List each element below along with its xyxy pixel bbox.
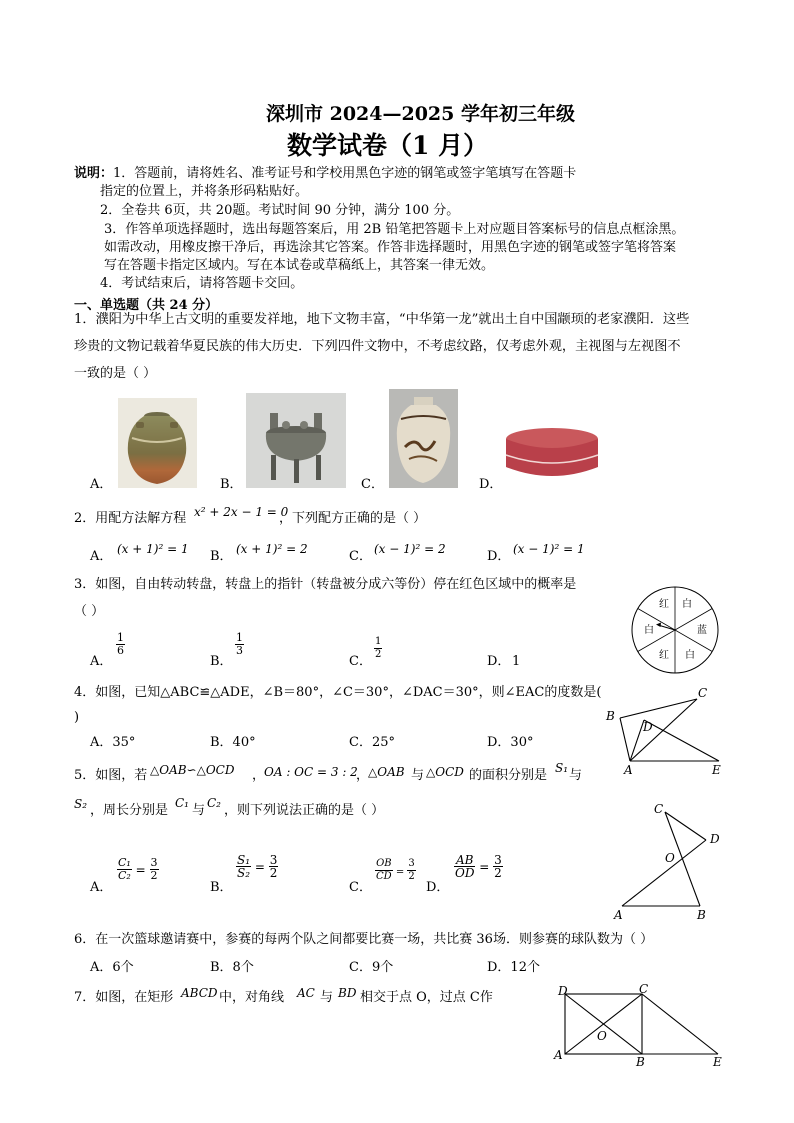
q5-stem: 与 bbox=[411, 768, 425, 783]
q5-stem: 5．如图，若 bbox=[74, 768, 148, 783]
q4-option-d[interactable]: D．30° bbox=[487, 735, 534, 750]
q3-option-d-value: 1 bbox=[512, 654, 521, 669]
spinner-label: 红 bbox=[659, 650, 669, 661]
q2-option-c-label[interactable]: C． bbox=[349, 549, 372, 564]
triangles-figure bbox=[600, 683, 730, 775]
q3-line: 3．如图，自由转动转盘，转盘上的指针（转盘被分成六等份）停在红色区域中的概率是 bbox=[74, 577, 577, 592]
spinner-label: 红 bbox=[659, 599, 669, 610]
q7-math: ABCD bbox=[181, 986, 218, 1000]
q5-stem: 与 bbox=[192, 803, 206, 818]
q7-stem: 中，对角线 bbox=[219, 990, 285, 1005]
rectangle-figure bbox=[550, 982, 728, 1070]
point-label: O bbox=[665, 851, 675, 865]
q4-option-b[interactable]: B．40° bbox=[210, 735, 256, 750]
spinner-label: 白 bbox=[685, 650, 695, 661]
q5-math: △OAB∽△OCD bbox=[150, 763, 235, 777]
instruction-line: 1．答题前，请将姓名、准考证号和学校用黑色字迹的钢笔或签字笔填写在答题卡 bbox=[113, 166, 577, 181]
q3-option-a-label[interactable]: A． bbox=[90, 654, 113, 669]
q3-option-b-label[interactable]: B． bbox=[210, 654, 233, 669]
q6-option-c[interactable]: C．9个 bbox=[349, 960, 394, 975]
q5-option-a-label[interactable]: A． bbox=[90, 880, 113, 895]
q5-math: S₂ bbox=[74, 797, 88, 811]
tall-jar-photo bbox=[389, 389, 458, 488]
q6-stem: 6．在一次篮球邀请赛中，参赛的每两个队之间都要比赛一场，共比赛 36场．则参赛的球队数为（ ） bbox=[74, 932, 654, 947]
point-label: E bbox=[712, 763, 721, 775]
q5-math: △OAB bbox=[368, 765, 405, 779]
q7-stem: 7．如图，在矩形 bbox=[74, 990, 174, 1005]
q5-math: △OCD bbox=[426, 765, 464, 779]
point-label: C bbox=[639, 982, 649, 996]
red-box-photo bbox=[502, 423, 603, 488]
similar-triangles-figure bbox=[608, 798, 728, 924]
spinner-label: 蓝 bbox=[697, 625, 707, 636]
q4-line: 4．如图，已知△ABC≌△ADE，∠B＝80°，∠C＝30°，∠DAC＝30°，则∠EAC的度数是( bbox=[74, 685, 602, 700]
q2-option-a-label[interactable]: A． bbox=[90, 549, 113, 564]
title-line2: 数学试卷（1 月） bbox=[287, 131, 489, 160]
q2-option-b-label[interactable]: B． bbox=[210, 549, 233, 564]
q5-math: C₁ bbox=[175, 796, 189, 810]
q2-option-b-expr: (x + 1)² = 2 bbox=[236, 542, 308, 556]
q5-option-a-expr: $\frac{\text{C₁}}{\text{C₂}}$ = $\frac{3}{2}$ bbox=[118, 856, 158, 882]
point-label: B bbox=[697, 908, 706, 922]
q5-option-d-expr: $\frac{AB}{OD}$ = $\frac{3}{2}$ bbox=[455, 853, 502, 880]
q3-option-c-fraction: $\frac{1}{2}$ bbox=[375, 636, 382, 660]
tripod-vessel-photo bbox=[246, 393, 346, 488]
point-label: B bbox=[636, 1055, 645, 1069]
point-label: B bbox=[606, 709, 615, 723]
q6-option-d[interactable]: D．12个 bbox=[487, 960, 540, 975]
q1-line: 一致的是（ ） bbox=[74, 366, 157, 381]
q7-stem: 相交于点 O，过点 C作 bbox=[360, 990, 493, 1005]
q1-line: 1．濮阳为中华上古文明的重要发祥地，地下文物丰富，“中华第一龙”就出土自中国颛顼的老家濮阳．这些 bbox=[74, 312, 690, 327]
q2-option-d-label[interactable]: D． bbox=[487, 549, 511, 564]
q7-math: BD bbox=[338, 986, 357, 1000]
q3-option-c-label[interactable]: C． bbox=[349, 654, 372, 669]
q2-option-c-expr: (x − 1)² = 2 bbox=[374, 542, 446, 556]
q5-option-c-label[interactable]: C． bbox=[349, 880, 372, 895]
q5-stem: ， bbox=[356, 768, 370, 783]
spinner-label: 白 bbox=[644, 625, 654, 636]
q2-option-a-expr: (x + 1)² = 1 bbox=[117, 542, 189, 556]
q1-option-a[interactable]: A． bbox=[90, 477, 113, 492]
instruction-line: 指定的位置上，并将条形码粘贴好。 bbox=[100, 184, 309, 199]
q1-option-d[interactable]: D． bbox=[479, 477, 503, 492]
point-label: A bbox=[554, 1048, 563, 1062]
q1-line: 珍贵的文物记载着华夏民族的伟大历史．下列四件文物中，不考虑纹路，仅考虑外观，主视图与左视图不 bbox=[74, 339, 681, 354]
instruction-line: 如需改动，用橡皮擦干净后，再选涂其它答案。作答非选择题时，用黑色字迹的钢笔或签字笔将答案 bbox=[104, 240, 677, 255]
q5-option-b-label[interactable]: B． bbox=[210, 880, 233, 895]
point-label: C bbox=[654, 802, 664, 816]
q2-equation: x² + 2x − 1 = 0 bbox=[194, 505, 289, 519]
q4-line: ) bbox=[74, 710, 80, 725]
point-label: D bbox=[710, 832, 720, 846]
q5-math: C₂ bbox=[207, 796, 221, 810]
point-label: A bbox=[624, 763, 633, 775]
instruction-line: 4．考试结束后，请将答题卡交回。 bbox=[100, 276, 304, 291]
point-label: D bbox=[643, 720, 653, 734]
q2-stem: 2．用配方法解方程 bbox=[74, 511, 187, 526]
q5-math: OA : OC = 3 : 2 bbox=[264, 765, 358, 779]
q1-option-b[interactable]: B． bbox=[220, 477, 243, 492]
q1-option-c[interactable]: C． bbox=[361, 477, 384, 492]
q5-stem: 与 bbox=[569, 768, 583, 783]
q3-option-d-label[interactable]: D． bbox=[487, 654, 511, 669]
point-label: O bbox=[597, 1029, 607, 1043]
q4-option-c[interactable]: C．25° bbox=[349, 735, 395, 750]
q5-math: S₁ bbox=[555, 761, 569, 775]
q2-stem: ，下列配方正确的是（ ） bbox=[279, 511, 427, 526]
jar-photo bbox=[118, 398, 197, 488]
q6-option-b[interactable]: B．8个 bbox=[210, 960, 254, 975]
point-label: E bbox=[713, 1055, 722, 1069]
q5-stem: ，则下列说法正确的是（ ） bbox=[224, 803, 385, 818]
title-line1: 深圳市 2024—2025 学年初三年级 bbox=[266, 103, 575, 125]
q2-option-d-expr: (x − 1)² = 1 bbox=[513, 542, 585, 556]
q5-stem: 的面积分别是 bbox=[469, 768, 548, 783]
q5-stem: ， bbox=[252, 768, 266, 783]
spinner-figure bbox=[630, 585, 720, 675]
q5-option-c-expr: $\frac{OB}{CD}$ = $\frac{3}{2}$ bbox=[376, 858, 415, 882]
q4-option-a[interactable]: A．35° bbox=[90, 735, 136, 750]
q3-option-a-fraction: $\frac{1}{6}$ bbox=[117, 631, 124, 657]
q3-line: （ ） bbox=[74, 604, 105, 619]
point-label: A bbox=[614, 908, 623, 922]
spinner-label: 白 bbox=[682, 599, 692, 610]
instruction-line: 2．全卷共 6页，共 20题。考试时间 90 分钟，满分 100 分。 bbox=[100, 203, 460, 218]
q5-stem: ，周长分别是 bbox=[90, 803, 169, 818]
q5-option-b-expr: $\frac{\text{S₁}}{\text{S₂}}$ = $\frac{3}{2}$ bbox=[237, 853, 278, 880]
instruction-line: 3．作答单项选择题时，选出每题答案后，用 2B 铅笔把答题卡上对应题目答案标号的信息点框涂黑。 bbox=[104, 222, 685, 237]
point-label: D bbox=[558, 984, 568, 998]
q5-option-d-label[interactable]: D． bbox=[426, 880, 450, 895]
instruction-line: 写在答题卡指定区域内。写在本试卷或草稿纸上，其答案一律无效。 bbox=[104, 258, 495, 273]
q7-math: AC bbox=[297, 986, 315, 1000]
point-label: C bbox=[698, 686, 708, 700]
q7-stem: 与 bbox=[320, 990, 334, 1005]
section-heading: 一、单选题（共 24 分） bbox=[74, 298, 219, 313]
q6-option-a[interactable]: A．6个 bbox=[90, 960, 134, 975]
q3-option-b-fraction: $\frac{1}{3}$ bbox=[236, 631, 243, 657]
instructions-label: 说明： bbox=[74, 166, 114, 181]
